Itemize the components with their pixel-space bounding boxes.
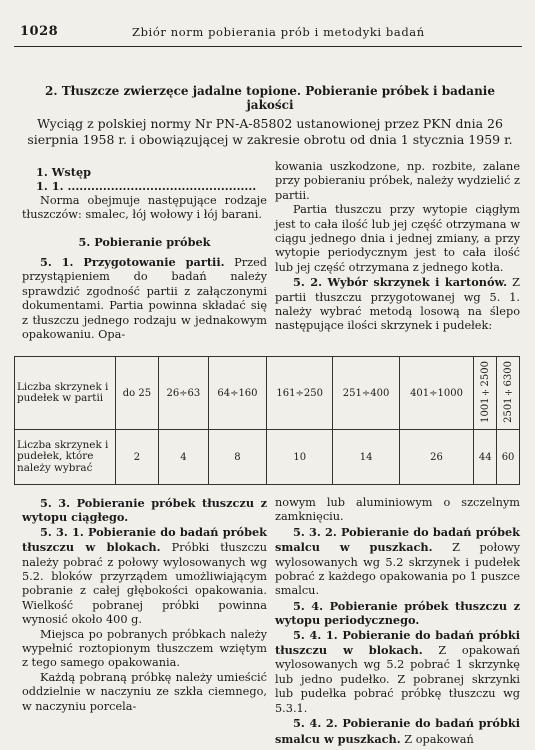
- heading-5-4: 5. 4. Pobieranie próbek tłuszczu z wytopu periodycznego.: [275, 598, 520, 628]
- heading-pobieranie: 5. Pobieranie próbek: [78, 234, 211, 249]
- table-cell: 26: [399, 430, 474, 485]
- heading-5-3-2: 5. 3. 2. Pobieranie do badań próbek smalcu w puszkach.: [275, 524, 520, 555]
- table-cell: 401÷1000: [399, 357, 474, 430]
- table-cell: [474, 357, 497, 430]
- table-cell: 14: [333, 430, 399, 485]
- running-title: Zbiór norm pobierania prób i metodyki badań: [132, 25, 425, 39]
- paragraph-5-2: [275, 275, 520, 334]
- table-cell: 8: [208, 430, 266, 485]
- header-rule: [14, 46, 522, 47]
- table-row-selected: [15, 430, 520, 485]
- paragraph-1-1: 1. 1. ................................................: [36, 179, 257, 194]
- right-column: [275, 160, 520, 334]
- text-5-3-1: Próbki tłuszczu należy pobrać z połowy wylosowanych wg 5.2. bloków przyrządem umożliwiającym pobranie z całej głębokości opakowania. Wielkość pobranej próbki powinna wynosić około 400 g.: [22, 541, 267, 627]
- heading-5-3-1: 5. 3. 1. Pobieranie do badań próbek tłuszczu w blokach.: [22, 524, 267, 555]
- heading-5-3: 5. 3. Pobieranie próbek tłuszczu z wytopu ciągłego.: [22, 496, 267, 525]
- heading-5-4-1: 5. 4. 1. Pobieranie do badań próbki tłuszczu w blokach.: [275, 627, 520, 658]
- paragraph-5-3-1: [22, 525, 267, 628]
- vertical-cell-text: 2501÷6300: [502, 360, 514, 423]
- row-label-selected: Liczba skrzynek i pudełek, które należy wybrać: [15, 430, 116, 485]
- table-cell: 251÷400: [333, 357, 399, 430]
- table-row-batch: [15, 357, 520, 430]
- table-cell: 60: [497, 430, 520, 485]
- paragraph-5-4-2: [275, 716, 520, 747]
- table-cell: 4: [158, 430, 208, 485]
- paragraph-kazda: Każdą pobraną próbkę należy umieścić oddzielnie w naczyniu ze szkła ciemnego, w naczyniu porcela-: [22, 670, 267, 713]
- paragraph-continued-lower: nowym lub aluminiowym o szczelnym zamknięciu.: [275, 496, 520, 524]
- heading-5-2: 5. 2. Wybór skrzynek i kartonów.: [293, 275, 508, 290]
- table-cell: 26÷63: [158, 357, 208, 430]
- heading-wstep: 1. Wstęp: [36, 165, 92, 179]
- text-5-4-2: Z opakowań: [404, 732, 474, 746]
- table-cell: 10: [267, 430, 333, 485]
- row-label-batch: Liczba skrzynek i pudełek w partii: [15, 357, 116, 430]
- paragraph-5-4-1: [275, 628, 520, 716]
- table-cell: 161÷250: [267, 357, 333, 430]
- paragraph-continued: kowania uszkodzone, np. rozbite, zalane przy pobieraniu próbek, należy wydzielić z partii.: [275, 160, 520, 202]
- page-number: 1028: [20, 24, 59, 39]
- table-cell: 44: [474, 430, 497, 485]
- text-5-4-1: Z opakowań wylosowanych wg 5.2 pobrać 1 skrzynkę lub jedno pudełko. Z pobranej skrzynki lub pudełka pobrać próbkę tłuszczu wg 5.3.1.: [275, 644, 520, 715]
- table-cell: 2: [116, 430, 159, 485]
- table-cell: [497, 357, 520, 430]
- paragraph-5-1: [22, 255, 267, 342]
- paragraph-norma: Norma obejmuje następujące rodzaje tłuszczów: smalec, łój wołowy i łój barani.: [22, 193, 267, 222]
- paragraph-miejsca: Miejsca po pobranych próbkach należy wypełnić roztopionym tłuszczem wziętym z tego samego opakowania.: [22, 627, 267, 670]
- left-column: [22, 163, 267, 342]
- table-cell: do 25: [116, 357, 159, 430]
- lower-right-column: [275, 496, 520, 747]
- section-title: 2. Tłuszcze zwierzęce jadalne topione. Pobieranie próbek i badanie jakości: [44, 84, 495, 112]
- text-5-2: Z partii tłuszczu przygotowanej wg 5. 1. należy wybrać metodą losową na ślepo następujące ilości skrzynek i pudełek:: [275, 276, 521, 333]
- text-5-3-2: Z połowy wylosowanych wg 5.2 skrzynek i pudełek pobrać z każdego opakowania po 1 puszce smalcu.: [275, 541, 521, 598]
- vertical-cell-text: 1001÷2500: [479, 360, 491, 423]
- table-cell: 64÷160: [208, 357, 266, 430]
- text-5-1: Przed przystąpieniem do badań należy sprawdzić zgodność partii z załączonymi dokumentami. Partia powinna składać się z tłuszczu jednego rodzaju w jednakowym opakowaniu. Opa-: [22, 256, 268, 342]
- paragraph-5-3-2: [275, 525, 520, 599]
- lower-left-column: [22, 496, 267, 714]
- heading-5-4-2: 5. 4. 2. Pobieranie do badań próbki smalcu w puszkach.: [275, 716, 520, 746]
- section-intro: Wyciąg z polskiej normy Nr PN-A-85802 ustanowionej przez PKN dnia 26 sierpnia 1958 r. i obowiązującej w zakresie obrotu od dnia 1 stycznia 1959 r.: [27, 116, 513, 147]
- heading-5-1: 5. 1. Przygotowanie partii.: [40, 255, 225, 270]
- paragraph-partia: Partia tłuszczu przy wytopie ciągłym jest to cała ilość lub jej część otrzymana w ciągu jednego dnia i jednej zmiany, a przy wytopie periodycznym jest to cała ilość lub jej część otrzymana z jednego kotła.: [275, 203, 520, 274]
- sample-size-table: [14, 356, 520, 485]
